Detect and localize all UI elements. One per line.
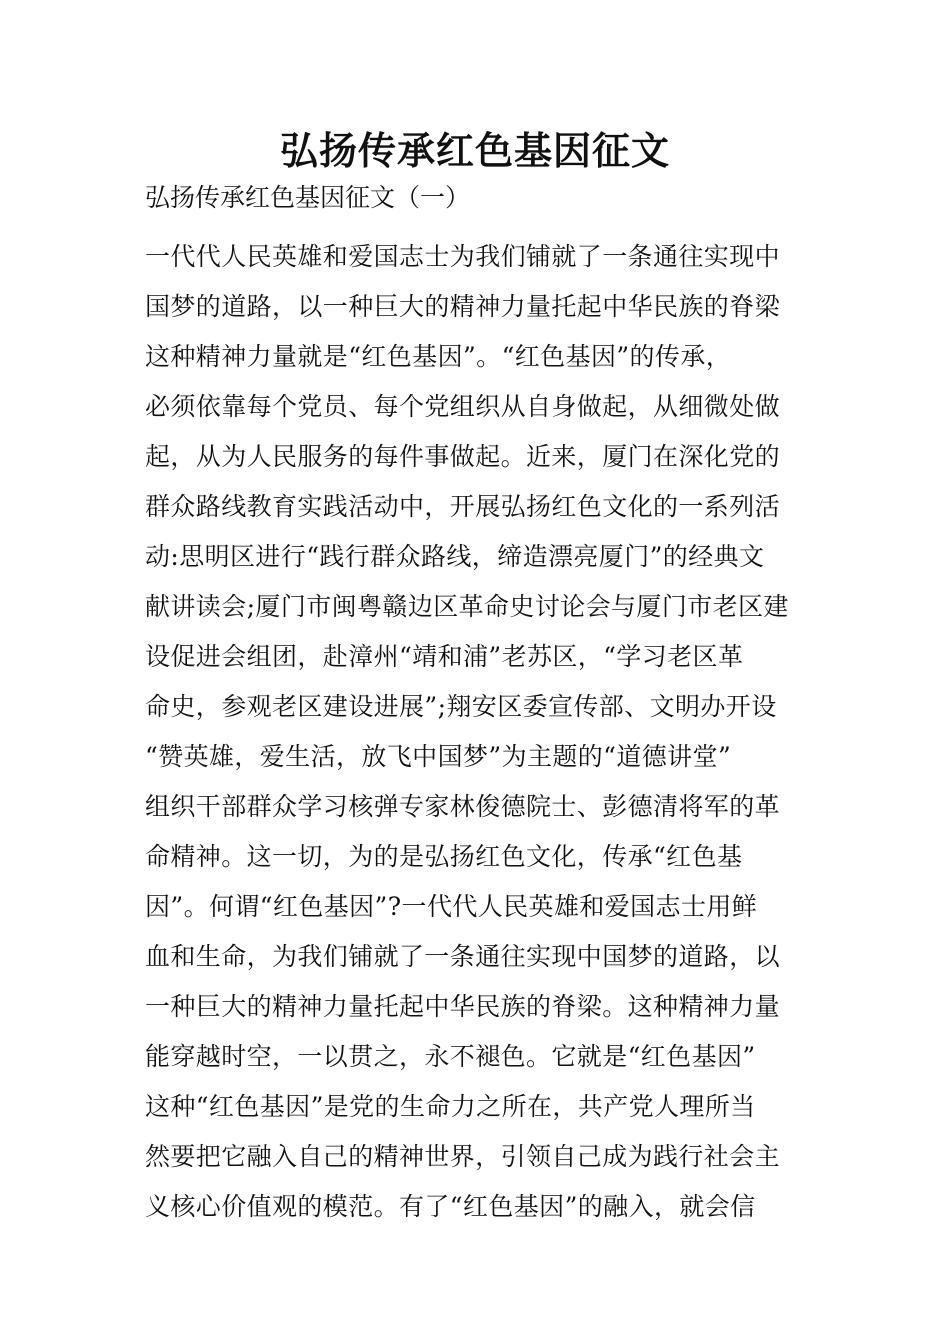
body-line: 一代代人民英雄和爱国志士为我们铺就了一条通往实现中 [145,242,781,271]
body-line: 这种精神力量就是“红色基因”。“红色基因”的传承， [145,342,732,371]
body-line: 一种巨大的精神力量托起中华民族的脊梁。这种精神力量 [145,992,781,1021]
body-line: 必须依靠每个党员、每个党组织从自身做起，从细微处做 [145,392,781,421]
body-line: 血和生命，为我们铺就了一条通往实现中国梦的道路，以 [145,942,781,971]
body-line: 这种“红色基因”是党的生命力之所在，共产党人理所当 [145,1092,756,1121]
document-title: 弘扬传承红色基因征文 [279,129,670,173]
body-line: 设促进会组团，赴漳州“靖和浦”老苏区，“学习老区革 [145,642,744,671]
body-line: 能穿越时空，一以贯之，永不褪色。它就是“红色基因” [145,1042,756,1071]
body-line: 起，从为人民服务的每件事做起。近来，厦门在深化党的 [145,442,781,471]
document-body [145,232,807,1232]
document-subtitle: 弘扬传承红色基因征文（一） [145,183,471,212]
body-line: 组织干部群众学习核弹专家林俊德院士、彭德清将军的革 [145,792,781,821]
body-line: 群众路线教育实践活动中，开展弘扬红色文化的一系列活 [145,492,781,521]
body-line: 命精神。这一切，为的是弘扬红色文化，传承“红色基 [145,842,743,871]
body-line: 因”。何谓“红色基因”?一代代人民英雄和爱国志士用鲜 [145,892,758,921]
body-line: 动:思明区进行“践行群众路线，缔造漂亮厦门”的经典文 [145,542,765,571]
body-line: 献讲读会;厦门市闽粤赣边区革命史讨论会与厦门市老区建 [145,592,789,621]
body-line: 国梦的道路，以一种巨大的精神力量托起中华民族的脊梁 [145,292,781,321]
body-line: 命史，参观老区建设进展”;翔安区委宣传部、文明办开设 [145,692,777,721]
body-line: “赞英雄，爱生活，放飞中国梦”为主题的“道德讲堂” [145,742,732,771]
body-line: 义核心价值观的模范。有了“红色基因”的融入，就会信 [145,1192,756,1221]
body-line: 然要把它融入自己的精神世界，引领自己成为践行社会主 [145,1142,781,1171]
